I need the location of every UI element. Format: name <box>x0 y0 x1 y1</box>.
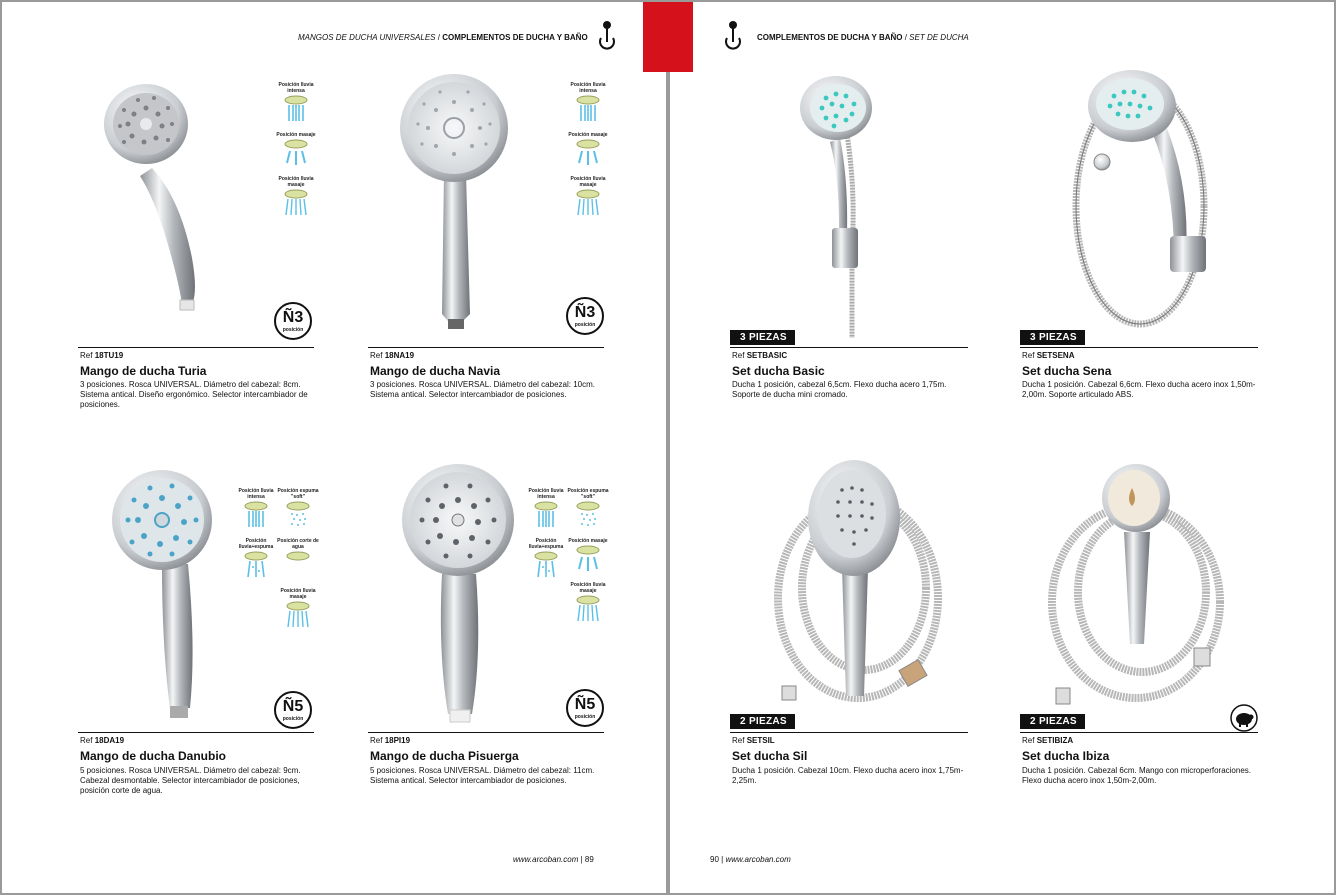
position-label: Posición lluvia intensa <box>238 488 274 500</box>
page-header: COMPLEMENTOS DE DUCHA Y BAÑO / SET DE DUCHA <box>757 33 969 42</box>
header-subsection: SET DE DUCHA <box>909 33 969 42</box>
positions-count-badge: Ñ5 posición <box>566 689 604 727</box>
shower-set-image <box>1046 462 1228 712</box>
page-number: 89 <box>584 855 594 864</box>
product-ref: Ref SETSENA <box>1022 351 1075 360</box>
spray-positions <box>566 82 610 226</box>
spray-positions <box>234 488 278 588</box>
shower-handle-image <box>110 468 220 724</box>
product-description: 5 posiciones. Rosca UNIVERSAL. Diámetro del cabezal: 9cm. Cabezal desmontable. Selector intercambiador de posiciones, posición corte de agua. <box>80 766 301 795</box>
position-label: Posición lluvia intensa <box>528 488 564 500</box>
spray-positions <box>524 488 568 588</box>
pieces-badge: 3 PIEZAS <box>730 330 795 345</box>
product-ref: Ref SETIBIZA <box>1022 736 1074 745</box>
divider <box>1020 732 1258 733</box>
divider <box>368 732 604 733</box>
catalog-page-right <box>670 2 1334 893</box>
position-label: Posición espuma "soft" <box>277 488 319 500</box>
spray-foam-icon <box>575 501 601 529</box>
page-footer: www.arcoban.com | 89 <box>513 855 594 864</box>
divider <box>730 732 968 733</box>
spray-positions <box>274 82 318 226</box>
divider <box>368 347 604 348</box>
divider <box>1020 347 1258 348</box>
divider <box>78 732 314 733</box>
page-number: 90 <box>710 855 719 864</box>
spray-massage-icon <box>575 545 601 573</box>
spray-rain-massage-icon <box>283 189 309 217</box>
page-header: MANGOS DE DUCHA UNIVERSALES / COMPLEMENTOS DE DUCHA Y BAÑO <box>298 33 588 42</box>
position-label: Posición masaje <box>568 538 608 544</box>
spray-rain-massage-icon <box>285 601 311 629</box>
shower-handle-image <box>396 64 516 334</box>
spray-massage-icon <box>575 139 601 167</box>
spray-rain-icon <box>243 501 269 529</box>
piggy-bank-icon <box>1230 704 1258 732</box>
product-ref: Ref 18DA19 <box>80 736 125 745</box>
position-label: Posición lluvia intensa <box>570 82 606 94</box>
pieces-badge: 2 PIEZAS <box>1020 714 1085 729</box>
water-off-icon <box>285 551 311 579</box>
header-section: COMPLEMENTOS DE DUCHA Y BAÑO <box>757 33 903 42</box>
spray-rain-icon <box>533 501 559 529</box>
spray-rain-icon <box>575 95 601 123</box>
shower-set-image <box>1066 66 1216 336</box>
position-label: Posición lluvia+espuma <box>238 538 274 550</box>
spray-massage-icon <box>283 139 309 167</box>
product-ref: Ref 18PI19 <box>370 736 411 745</box>
spray-rain-foam-icon <box>243 551 269 579</box>
website-link[interactable]: www.arcoban.com <box>725 855 791 864</box>
spray-rain-foam-icon <box>533 551 559 579</box>
position-label: Posición lluvia masaje <box>570 582 606 594</box>
product-ref: Ref 18TU19 <box>80 351 124 360</box>
catalog-page-left <box>2 2 666 893</box>
spray-rain-massage-icon <box>575 595 601 623</box>
spray-positions <box>566 488 610 632</box>
product-title: Mango de ducha Pisuerga <box>370 749 519 763</box>
page-footer: 90 | www.arcoban.com <box>710 855 791 864</box>
product-description: Ducha 1 posición. Cabezal 10cm. Flexo ducha acero inox 1,75m-2,25m. <box>732 766 964 785</box>
product-title: Mango de ducha Turia <box>80 364 207 378</box>
position-label: Posición lluvia intensa <box>278 82 314 94</box>
product-title: Set ducha Ibiza <box>1022 749 1110 763</box>
divider <box>78 347 314 348</box>
shower-handle-image <box>100 78 220 314</box>
spray-foam-icon <box>285 501 311 529</box>
product-title: Set ducha Basic <box>732 364 825 378</box>
position-label: Posición masaje <box>568 132 608 138</box>
website-link[interactable]: www.arcoban.com <box>513 855 579 864</box>
position-label: Posición lluvia masaje <box>570 176 606 188</box>
product-description: Ducha 1 posición. Cabezal 6cm. Mango con microperforaciones. Flexo ducha acero inox 1,50m-2,00m. <box>1022 766 1252 785</box>
shower-logo-icon <box>598 20 616 50</box>
section-red-tab <box>643 2 693 72</box>
product-description: 3 posiciones. Rosca UNIVERSAL. Diámetro del cabezal: 8cm. Sistema antical. Diseño ergonómico. Selector intercambiador de posiciones. <box>80 380 308 409</box>
position-label: Posición lluvia masaje <box>280 588 316 600</box>
product-description: 5 posiciones. Rosca UNIVERSAL. Diámetro del cabezal: 11cm. Sistema antical. Selector intercambiador de posiciones. <box>370 766 595 785</box>
divider <box>730 347 968 348</box>
positions-count-badge: Ñ3 posición <box>274 302 312 340</box>
product-ref: Ref 18NA19 <box>370 351 415 360</box>
shower-handle-image <box>398 464 522 726</box>
product-title: Mango de ducha Navia <box>370 364 501 378</box>
spray-rain-massage-icon <box>575 189 601 217</box>
shower-logo-icon <box>724 20 742 50</box>
shower-set-image <box>800 68 890 338</box>
positions-count-badge: Ñ5 posición <box>274 691 312 729</box>
position-label: Posición lluvia masaje <box>278 176 314 188</box>
product-ref: Ref SETBASIC <box>732 351 788 360</box>
product-description: 3 posiciones. Rosca UNIVERSAL. Diámetro del cabezal: 10cm. Sistema antical. Selector intercambiador de posiciones. <box>370 380 595 399</box>
pieces-badge: 3 PIEZAS <box>1020 330 1085 345</box>
product-title: Set ducha Sil <box>732 749 808 763</box>
spray-positions <box>276 488 320 638</box>
shower-set-image <box>772 458 948 712</box>
product-description: Ducha 1 posición. Cabezal 6,6cm. Flexo ducha acero inox 1,50m-2,00m. Soporte articulado ABS. <box>1022 380 1256 399</box>
position-label: Posición corte de agua <box>277 538 319 550</box>
position-label: Posición lluvia+espuma <box>528 538 564 550</box>
product-description: Ducha 1 posición, cabezal 6,5cm. Flexo ducha acero 1,75m. Soporte de ducha mini cromado. <box>732 380 947 399</box>
product-ref: Ref SETSIL <box>732 736 775 745</box>
header-subsection: MANGOS DE DUCHA UNIVERSALES <box>298 33 436 42</box>
positions-count-badge: Ñ3 posición <box>566 297 604 335</box>
product-title: Set ducha Sena <box>1022 364 1112 378</box>
product-title: Mango de ducha Danubio <box>80 749 226 763</box>
position-label: Posición espuma "soft" <box>567 488 609 500</box>
spray-rain-icon <box>283 95 309 123</box>
header-section: COMPLEMENTOS DE DUCHA Y BAÑO <box>442 33 588 42</box>
position-label: Posición masaje <box>276 132 316 138</box>
pieces-badge: 2 PIEZAS <box>730 714 795 729</box>
